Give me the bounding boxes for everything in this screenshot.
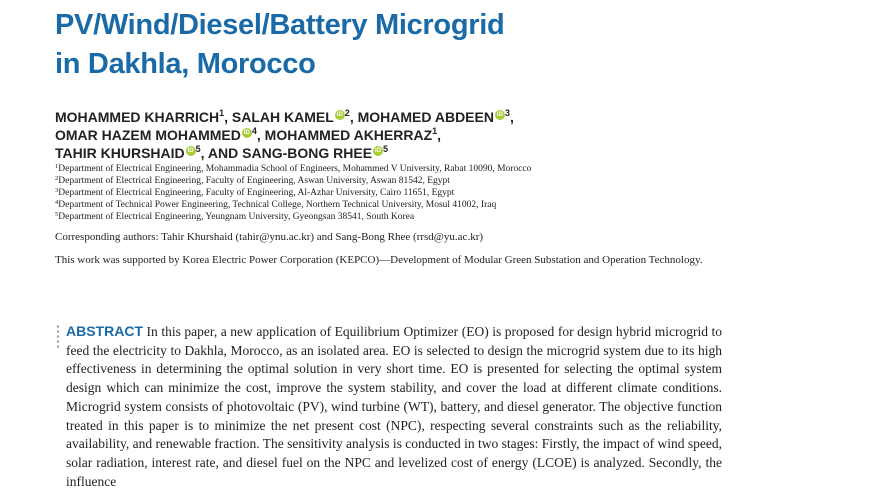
author-affil-mark: 5 [383,144,389,154]
author-name: MOHAMED ABDEEN [357,109,494,125]
orcid-icon[interactable]: iD [336,112,343,118]
affiliation: $^2$Department of Electrical Engineering, Faculty of Engineering, Aswan University, Aswan 81542, Egypt [55,175,450,186]
author-affil-mark: 5 [195,144,201,154]
title-line-1: PV/Wind/Diesel/Battery Microgrid [55,9,505,41]
orcid-icon[interactable]: iD [187,148,194,154]
title-line-2: in Dakhla, Morocco [55,48,316,80]
affiliation: $^1$Department of Electrical Engineering, Mohammadia School of Engineers, Mohammed V University, Rabat 10090, Morocco [55,163,532,174]
author-name: MOHAMMED KHARRICH [55,109,220,125]
orcid-icon[interactable]: iD [375,148,382,154]
author-affil-mark: 2 [344,108,350,118]
author-affil-mark: 1 [432,126,438,136]
abstract-paragraph [66,322,722,491]
author-name: MOHAMMED AKHERRAZ [264,127,433,143]
abstract-marker [56,324,60,350]
corresponding-authors: Corresponding authors: Tahir Khurshaid (tahir@ynu.ac.kr) and Sang-Bong Rhee (rrsd@yu.ac.kr) [55,231,484,243]
author-affil-mark: 3 [504,108,510,118]
funding-statement: This work was supported by Korea Electric Power Corporation (KEPCO)—Development of Modular Green Substation and Operation Technology. [55,254,703,266]
authors-line-3: TAHIR KHURSHAID iD $^5$, AND SANG-BONG RHEE iD $^5$ [55,144,389,161]
author-name: SANG-BONG RHEE [242,145,373,161]
authors-line-2: OMAR HAZEM MOHAMMED iD $^4$, MOHAMMED AKHERRAZ$^1$, [55,126,442,143]
author-name: TAHIR KHURSHAID [55,145,185,161]
author-affil-mark: 1 [219,108,225,118]
authors-line-1: MOHAMMED KHARRICH$^1$, SALAH KAMEL iD $^2$, MOHAMED ABDEEN iD $^3$, [55,108,514,125]
author-name: OMAR HAZEM MOHAMMED [55,127,241,143]
author-affil-mark: 4 [251,126,257,136]
affiliation: $^4$Department of Technical Power Engineering, Technical College, Northern Technical University, Mosul 41002, Iraq [55,199,497,210]
abstract-label: ABSTRACT [66,323,143,339]
affiliation: $^3$Department of Electrical Engineering, Faculty of Engineering, Al-Azhar University, Cairo 11651, Egypt [55,187,455,198]
orcid-icon[interactable]: iD [496,112,503,118]
affiliation: $^5$Department of Electrical Engineering, Yeungnam University, Gyeongsan 38541, South Korea [55,211,415,222]
author-name: SALAH KAMEL [231,109,334,125]
orcid-icon[interactable]: iD [243,130,250,136]
abstract-text: In this paper, a new application of Equilibrium Optimizer (EO) is proposed for design hybrid microgrid to feed the electricity to Dakhla, Morocco, as an isolated area. EO is selected to design the microgrid system due to its high effectiveness in determining the optimal solution in very short time. EO is presented for selecting the optimal system design which can minimize the cost, improve the system stability, and cover the load at different climate conditions. Microgrid system consists of photovoltaic (PV), wind turbine (WT), battery, and diesel generator. The objective function treated in this paper is to minimize the net present cost (NPC), respecting several constraints such as the reliability, availability, and renewable fraction. The sensitivity analysis is conducted in two stages: Firstly, the impact of wind speed, solar radiation, interest rate, and diesel fuel on the NPC and levelized cost of energy (LCOE) is analyzed. Secondly, the influence [66,324,722,489]
